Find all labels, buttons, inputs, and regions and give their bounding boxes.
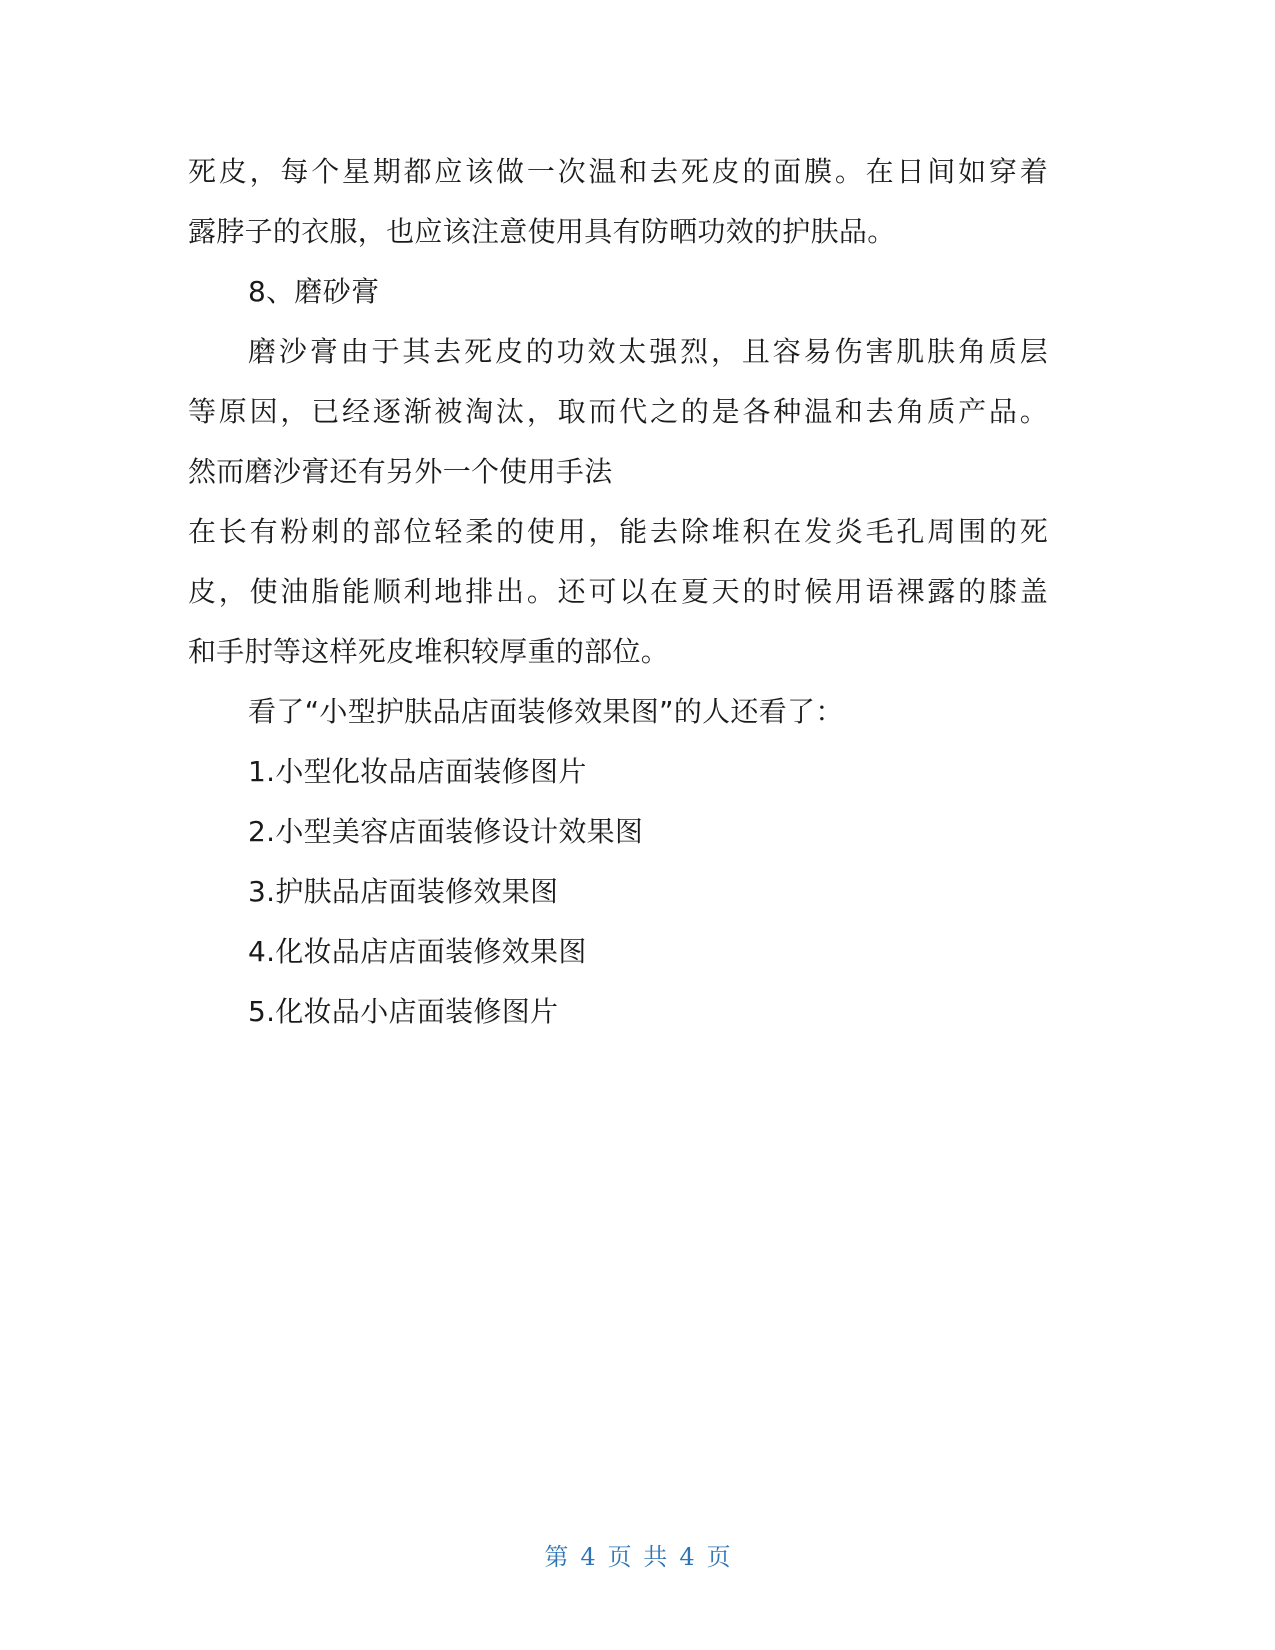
related-link[interactable]: 5.化妆品小店面装修图片	[248, 995, 559, 1028]
document-body	[188, 142, 1048, 1042]
related-link[interactable]: 2.小型美容店面装修设计效果图	[248, 815, 644, 848]
related-heading: 看了“小型护肤品店面装修效果图”的人还看了：	[248, 695, 844, 728]
paragraph-line: 死皮，每个星期都应该做一次温和去死皮的面膜。在日间如穿着	[188, 155, 1048, 188]
page-label-prefix: 第	[544, 1543, 569, 1571]
paragraph-line: 在长有粉刺的部位轻柔的使用，能去除堆积在发炎毛孔周围的死	[188, 515, 1048, 548]
related-link[interactable]: 3.护肤品店面装修效果图	[248, 875, 559, 908]
page-label-mid: 页 共	[607, 1543, 668, 1571]
paragraph-line: 露脖子的衣服，也应该注意使用具有防晒功效的护肤品。	[188, 215, 896, 248]
page-footer	[0, 1537, 1275, 1572]
paragraph-line: 和手肘等这样死皮堆积较厚重的部位。	[188, 635, 670, 668]
related-link[interactable]: 1.小型化妆品店面装修图片	[248, 755, 587, 788]
paragraph-line: 等原因，已经逐渐被淘汰，取而代之的是各种温和去角质产品。	[188, 395, 1048, 428]
paragraph-line: 磨沙膏由于其去死皮的功效太强烈，且容易伤害肌肤角质层	[248, 335, 1048, 368]
total-pages-number: 4	[679, 1543, 695, 1571]
current-page-number: 4	[580, 1543, 596, 1571]
paragraph-line: 皮，使油脂能顺利地排出。还可以在夏天的时候用语裸露的膝盖	[188, 575, 1048, 608]
related-link[interactable]: 4.化妆品店店面装修效果图	[248, 935, 587, 968]
paragraph-line: 然而磨沙膏还有另外一个使用手法	[188, 455, 613, 488]
page-label-suffix: 页	[706, 1543, 731, 1571]
section-heading: 8、磨砂膏	[248, 275, 380, 308]
